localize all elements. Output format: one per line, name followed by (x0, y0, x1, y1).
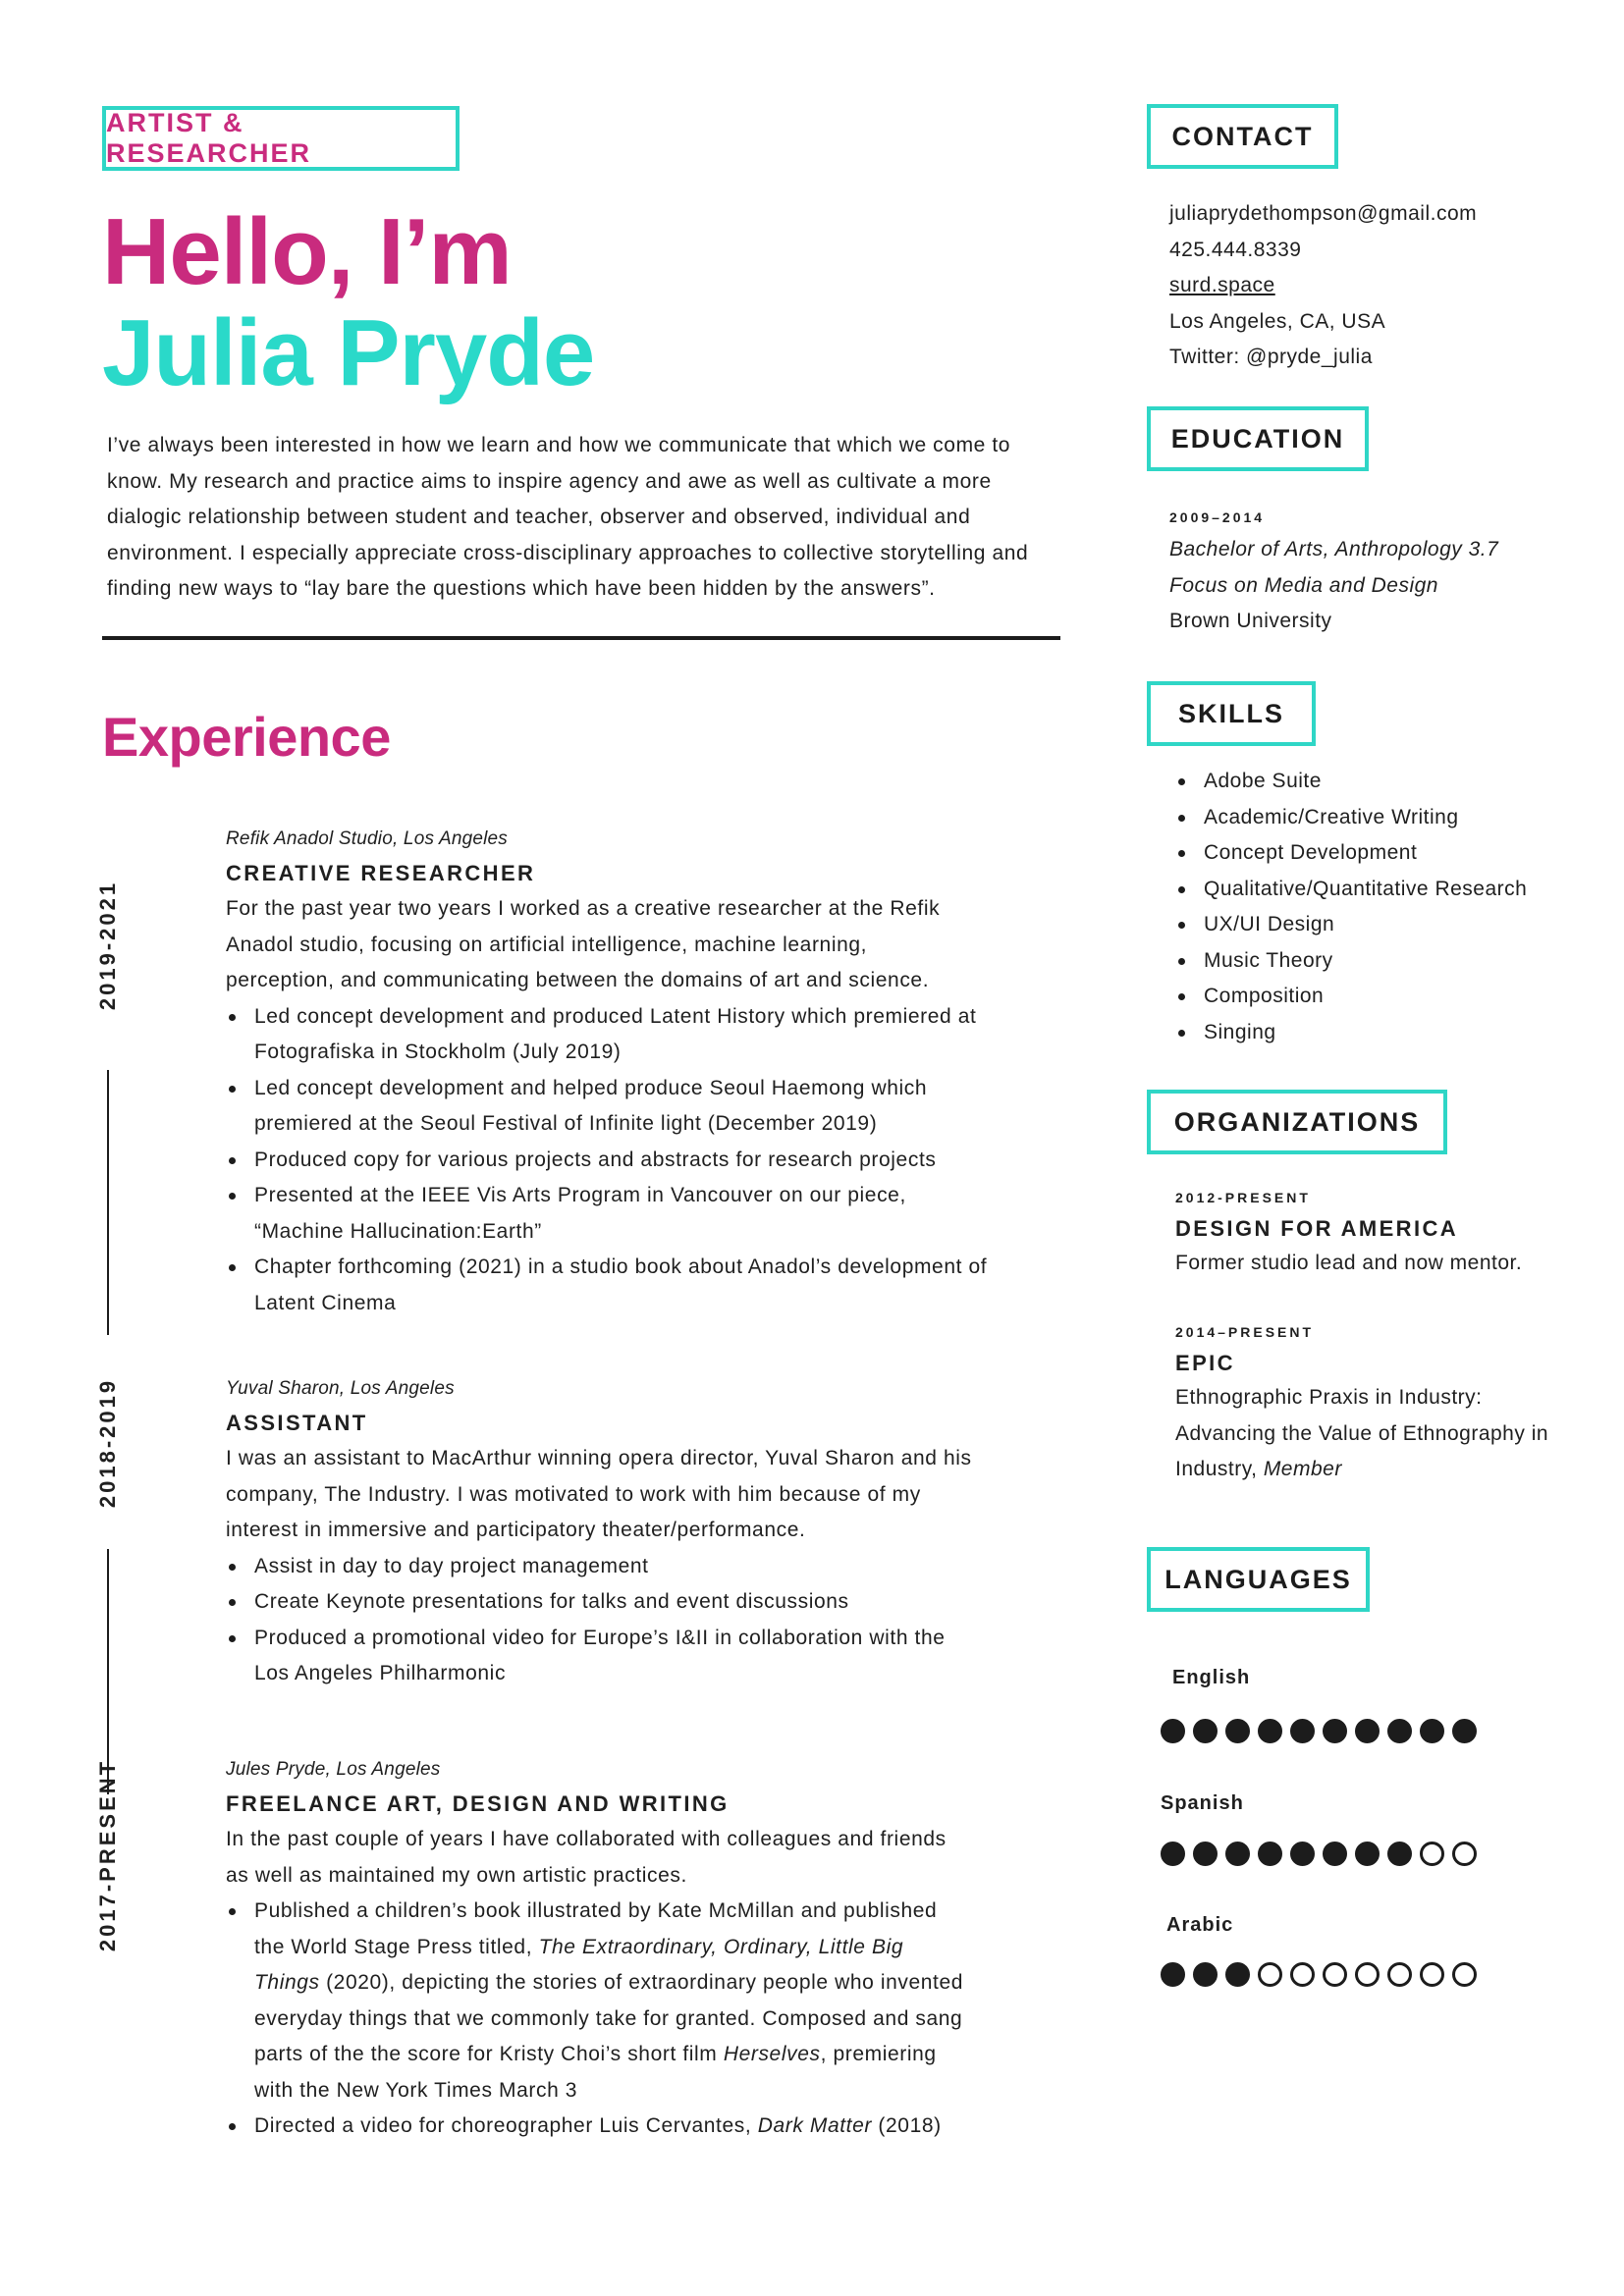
rating-dot-filled (1420, 1719, 1444, 1743)
list-item: UX/UI Design (1172, 907, 1527, 943)
organization-description: Former studio lead and now mentor. (1175, 1252, 1523, 1274)
job-description: For the past year two years I worked as a creative researcher at the Refik Anadol studio, focusing on artificial intelligence, machine learning, perception, and communicating between the domains of art and science. (226, 897, 941, 991)
list-item: Music Theory (1172, 943, 1527, 980)
rating-dot-empty (1323, 1962, 1347, 1987)
role-tag (102, 106, 460, 171)
bullet-text: , premiering with the New York Times March 3 (254, 2043, 937, 2102)
rating-dot-empty (1420, 1962, 1444, 1987)
rating-dot-filled (1290, 1842, 1315, 1866)
job-company: Jules Pryde, Los Angeles (226, 1759, 441, 1780)
skills-list (1172, 764, 1527, 1050)
organization-text: Ethnographic Praxis in Industry: Advancing the Value of Ethnography in Industry, (1175, 1386, 1549, 1480)
list-item (226, 2109, 972, 2145)
list-item: Produced copy for various projects and abstracts for research projects (226, 1143, 992, 1179)
contact-website-link[interactable]: surd.space (1169, 274, 1275, 296)
job-description: I was an assistant to MacArthur winning opera director, Yuval Sharon and his company, The Industry. I was motivated to work with him because of my interest in immersive and participatory theater/performance. (226, 1447, 972, 1541)
job-bullets (226, 1549, 972, 1692)
rating-dot-filled (1225, 1842, 1250, 1866)
rating-dot-filled (1290, 1719, 1315, 1743)
list-item: Academic/Creative Writing (1172, 800, 1527, 836)
rating-dot-filled (1258, 1842, 1282, 1866)
rating-dot-filled (1161, 1719, 1185, 1743)
skills-heading (1147, 681, 1316, 746)
rating-dot-empty (1420, 1842, 1444, 1866)
job-entry (226, 825, 1011, 1321)
intro-paragraph: I’ve always been interested in how we learn and how we communicate that which we come to know. My research and practice aims to inspire agency and awe as well as cultivate a more dialogic relationship between student and teacher, observer and observed, individual and environment. I especially appreciate cross-disciplinary approaches to collective storytelling and finding new ways to “lay bare the questions which have been hidden by the answers”. (107, 434, 1029, 600)
list-item: Qualitative/Quantitative Research (1172, 872, 1527, 908)
organizations-heading-text: ORGANIZATIONS (1173, 1106, 1421, 1137)
organization-name: DESIGN FOR AMERICA (1175, 1216, 1459, 1241)
list-item: Assist in day to day project management (226, 1549, 972, 1585)
organization-description (1175, 1380, 1568, 1488)
rating-dot-filled (1355, 1719, 1380, 1743)
rating-dot-empty (1355, 1962, 1380, 1987)
organization-years: 2012-PRESENT (1175, 1190, 1311, 1205)
education-years: 2009–2014 (1169, 509, 1266, 525)
bullet-text: Directed a video for choreographer Luis Cervantes, (254, 2114, 758, 2137)
organization-role: Member (1263, 1458, 1342, 1480)
language-name: English (1172, 1667, 1251, 1688)
education-degree: Bachelor of Arts, Anthropology 3.7 (1169, 538, 1499, 561)
rating-dot-filled (1323, 1842, 1347, 1866)
list-item: Led concept development and produced Latent History which premiered at Fotografiska in Stockholm (July 2019) (226, 999, 992, 1071)
organization-entry (1175, 1317, 1568, 1488)
bullet-text: (2020), depicting the stories of extraordinary people who invented everyday things that we commonly take for granted. Composed and sang parts of the the score for Kristy Choi’s short film (254, 1971, 964, 2065)
organization-years: 2014–PRESENT (1175, 1324, 1315, 1340)
skills-heading-text: SKILLS (1177, 698, 1284, 728)
language-name: Arabic (1166, 1914, 1234, 1936)
contact-email[interactable]: juliaprydethompson@gmail.com (1169, 202, 1478, 225)
job-description: In the past couple of years I have collaborated with colleagues and friends as well as maintained my own artistic practices. (226, 1828, 947, 1887)
education-heading (1147, 406, 1369, 471)
education-school: Brown University (1169, 610, 1332, 632)
language-rating (1161, 1962, 1477, 1987)
rating-dot-filled (1452, 1719, 1477, 1743)
film-title: Herselves (723, 2043, 821, 2065)
list-item (226, 1894, 972, 2109)
job-role: FREELANCE ART, DESIGN AND WRITING (226, 1791, 730, 1816)
job-dates: 2017-PRESENT (95, 1758, 120, 1952)
contact-location: Los Angeles, CA, USA (1169, 309, 1386, 333)
contact-phone: 425.444.8339 (1169, 238, 1302, 261)
role-tag-text: ARTIST & RESEARCHER (106, 108, 312, 168)
contact-twitter: Twitter: @pryde_julia (1169, 346, 1373, 368)
languages-heading (1147, 1547, 1370, 1612)
timeline-line (107, 1070, 109, 1335)
full-name: Julia Pryde (102, 300, 595, 405)
organizations-heading (1147, 1090, 1447, 1154)
list-item: Chapter forthcoming (2021) in a studio book about Anadol’s development of Latent Cinema (226, 1250, 992, 1321)
job-bullets (226, 999, 992, 1322)
bullet-text: Published a children’s book illustrated by Kate McMillan and published the World Stage Press titled, (254, 1899, 938, 1958)
rating-dot-empty (1290, 1962, 1315, 1987)
book-title: The Extraordinary, Ordinary, Little Big Things (254, 1935, 904, 1994)
rating-dot-empty (1452, 1842, 1477, 1866)
job-role: CREATIVE RESEARCHER (226, 861, 536, 885)
education-heading-text: EDUCATION (1170, 423, 1345, 454)
education-focus: Focus on Media and Design (1169, 573, 1438, 597)
rating-dot-filled (1161, 1842, 1185, 1866)
rating-dot-filled (1193, 1719, 1218, 1743)
job-bullets (226, 1894, 972, 2145)
job-entry (226, 1755, 1011, 2145)
language-name: Spanish (1161, 1792, 1244, 1814)
job-entry (226, 1374, 1011, 1692)
rating-dot-empty (1258, 1962, 1282, 1987)
rating-dot-filled (1258, 1719, 1282, 1743)
languages-heading-text: LANGUAGES (1164, 1564, 1352, 1594)
rating-dot-filled (1387, 1719, 1412, 1743)
list-item: Singing (1172, 1015, 1527, 1051)
language-rating (1161, 1719, 1477, 1743)
rating-dot-filled (1193, 1962, 1218, 1987)
experience-heading: Experience (102, 706, 391, 768)
organization-entry (1175, 1183, 1522, 1282)
list-item: Adobe Suite (1172, 764, 1527, 800)
rating-dot-filled (1225, 1719, 1250, 1743)
contact-heading-text: CONTACT (1171, 121, 1314, 151)
divider (102, 636, 1060, 640)
job-role: ASSISTANT (226, 1411, 368, 1435)
list-item: Concept Development (1172, 835, 1527, 872)
list-item: Create Keynote presentations for talks and event discussions (226, 1584, 972, 1621)
bullet-text: (2018) (871, 2114, 942, 2137)
list-item: Led concept development and helped produce Seoul Haemong which premiered at the Seoul Festival of Infinite light (December 2019) (226, 1071, 992, 1143)
education-entry (1169, 503, 1498, 640)
list-item: Presented at the IEEE Vis Arts Program in Vancouver on our piece, “Machine Hallucination:Earth” (226, 1178, 992, 1250)
organization-name: EPIC (1175, 1351, 1235, 1375)
job-company: Refik Anadol Studio, Los Angeles (226, 828, 509, 849)
list-item: Produced a promotional video for Europe’s I&II in collaboration with the Los Angeles Philharmonic (226, 1621, 972, 1692)
rating-dot-filled (1225, 1962, 1250, 1987)
contact-list (1169, 196, 1477, 376)
rating-dot-filled (1387, 1842, 1412, 1866)
list-item: Composition (1172, 979, 1527, 1015)
contact-heading (1147, 104, 1338, 169)
language-rating (1161, 1842, 1477, 1866)
rating-dot-filled (1355, 1842, 1380, 1866)
job-dates: 2019-2021 (95, 880, 120, 1011)
rating-dot-filled (1193, 1842, 1218, 1866)
job-company: Yuval Sharon, Los Angeles (226, 1378, 455, 1399)
greeting: Hello, I’m (102, 199, 512, 304)
rating-dot-filled (1323, 1719, 1347, 1743)
rating-dot-empty (1387, 1962, 1412, 1987)
job-dates: 2018-2019 (95, 1377, 120, 1509)
rating-dot-filled (1161, 1962, 1185, 1987)
video-title: Dark Matter (757, 2114, 872, 2137)
rating-dot-empty (1452, 1962, 1477, 1987)
